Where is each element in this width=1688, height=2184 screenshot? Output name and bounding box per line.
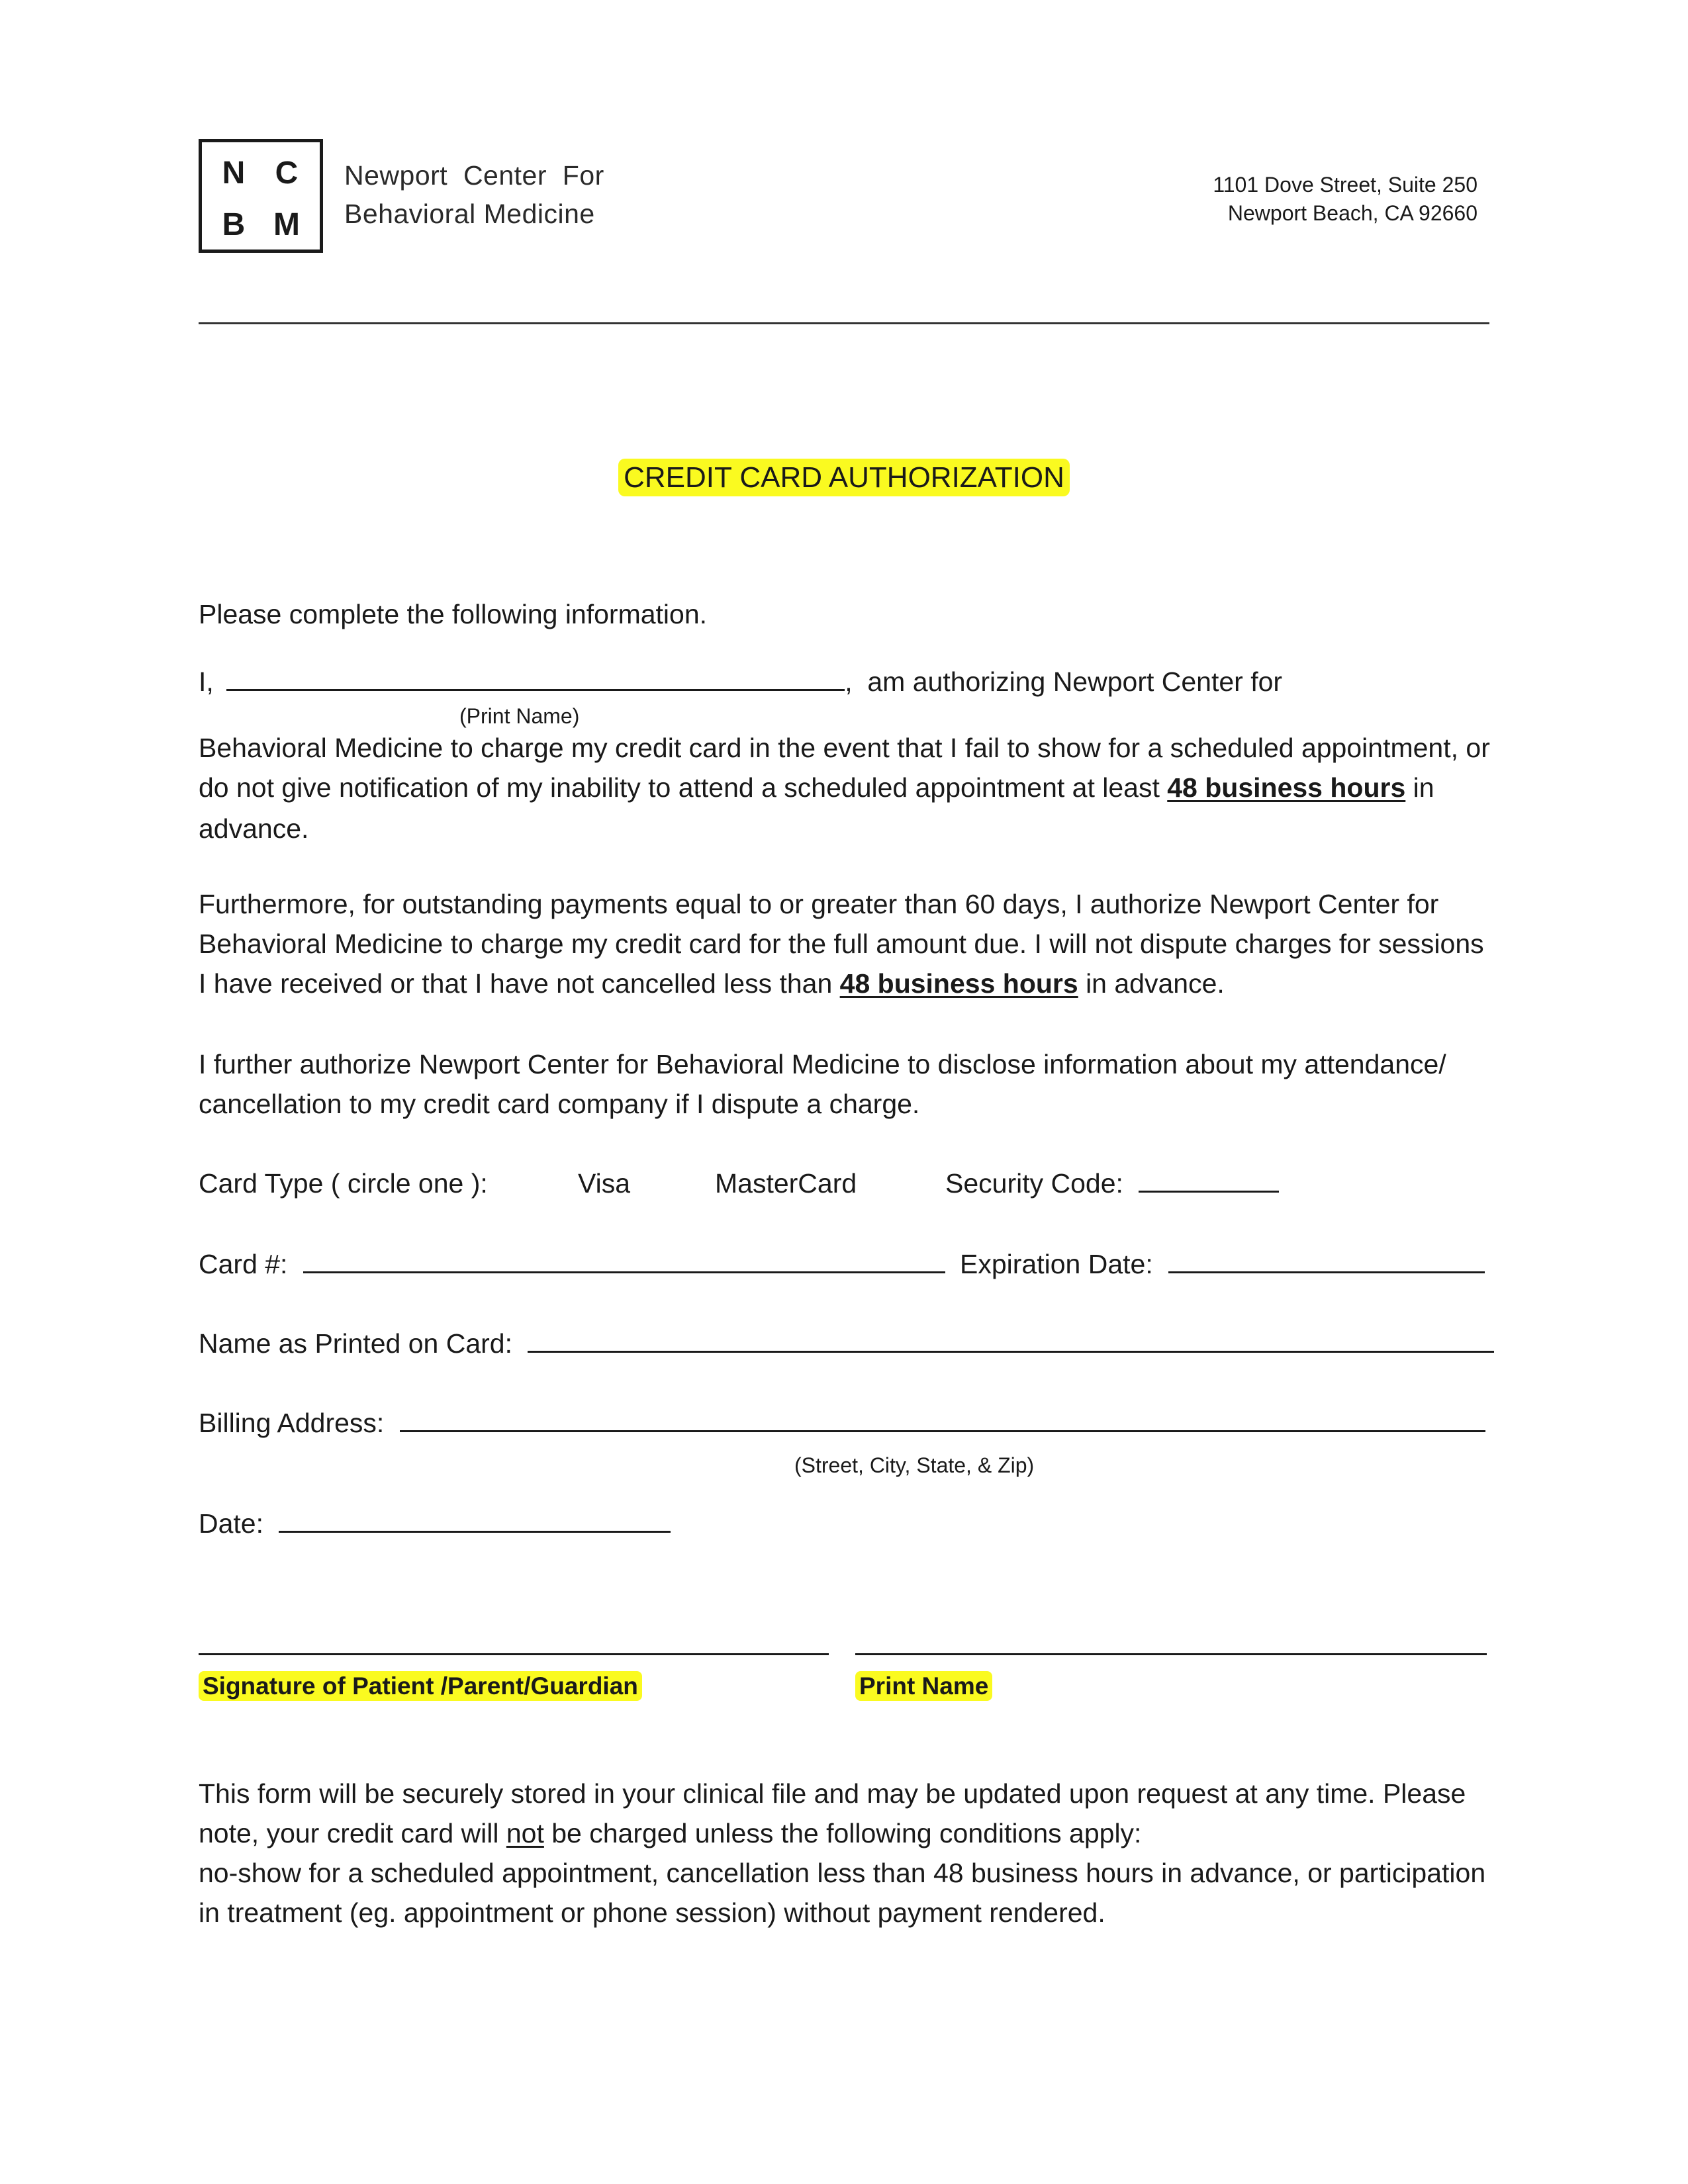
para3-line2: cancellation to my credit card company if I dispute a charge. xyxy=(199,1089,920,1119)
billing-address-label: Billing Address: xyxy=(199,1408,385,1438)
para2-line2: Behavioral Medicine to charge my credit card for the full amount due. I will not dispute charges for sessions xyxy=(199,929,1484,959)
organization-name xyxy=(344,156,604,233)
date-blank[interactable] xyxy=(279,1504,671,1533)
card-number-label: Card #: xyxy=(199,1249,288,1279)
name-on-card-row xyxy=(199,1324,1494,1363)
logo-letter-b: B xyxy=(222,207,246,242)
logo-letter-n: N xyxy=(222,156,246,191)
security-code-row xyxy=(945,1163,1279,1203)
card-option-visa[interactable]: Visa xyxy=(578,1168,631,1199)
title-wrap xyxy=(0,458,1688,498)
auth-48-hours: 48 business hours xyxy=(1167,772,1406,803)
intro-text: Please complete the following information. xyxy=(199,599,708,629)
date-row xyxy=(199,1504,671,1543)
org-name-line2: Behavioral Medicine xyxy=(344,199,595,229)
signature-line[interactable] xyxy=(199,1653,829,1655)
auth-line3-pre: do not give notification of my inability to attend a scheduled appointment at least xyxy=(199,772,1168,803)
auth-line2: Behavioral Medicine to charge my credit card in the event that I fail to show for a scheduled appointment, or xyxy=(199,733,1490,763)
signature-label-wrap xyxy=(199,1666,642,1706)
billing-address-hint: (Street, City, State, & Zip) xyxy=(794,1453,1035,1477)
footer-line2-post: be charged unless the following conditions apply: xyxy=(543,1818,1142,1848)
logo-letter-m: M xyxy=(273,207,300,242)
card-number-row xyxy=(199,1244,945,1284)
security-code-blank[interactable] xyxy=(1139,1164,1279,1193)
expiration-label: Expiration Date: xyxy=(960,1249,1153,1279)
auth-line1 xyxy=(199,662,1282,702)
para2-line3-pre: I have received or that I have not cancelled less than xyxy=(199,968,840,999)
card-type-label: Card Type ( circle one ): xyxy=(199,1168,488,1199)
billing-address-blank[interactable] xyxy=(400,1404,1485,1432)
para2-line3-post: in advance. xyxy=(1078,968,1225,999)
ncbm-logo xyxy=(199,139,323,253)
name-on-card-label: Name as Printed on Card: xyxy=(199,1328,513,1359)
auth-prefix: I, xyxy=(199,666,214,697)
address-block xyxy=(1213,171,1477,228)
auth-line3-post: in xyxy=(1405,772,1434,803)
card-option-mastercard[interactable]: MasterCard xyxy=(715,1168,857,1199)
para2-48-hours: 48 business hours xyxy=(839,968,1078,999)
auth-paragraph xyxy=(199,728,1496,848)
footer-line2 xyxy=(199,1813,1496,1853)
address-line2: Newport Beach, CA 92660 xyxy=(1227,201,1477,225)
print-name-label: Print Name xyxy=(855,1671,992,1701)
signature-label: Signature of Patient /Parent/Guardian xyxy=(199,1671,642,1701)
footer-line1: This form will be securely stored in your clinical file and may be updated upon request at any time. Please xyxy=(199,1778,1466,1809)
header-divider xyxy=(199,322,1489,324)
footer-line3: no-show for a scheduled appointment, cancellation less than 48 business hours in advance, or participation xyxy=(199,1858,1486,1888)
auth-suffix: , am authorizing Newport Center for xyxy=(845,666,1283,697)
para3-line1: I further authorize Newport Center for Behavioral Medicine to disclose information about my attendance/ xyxy=(199,1049,1446,1079)
security-code-label: Security Code: xyxy=(945,1168,1123,1199)
print-name-line[interactable] xyxy=(855,1653,1487,1655)
auth-line4: advance. xyxy=(199,813,309,844)
auth-line3 xyxy=(199,768,1496,807)
footer-not: not xyxy=(506,1818,544,1848)
print-name-hint: (Print Name) xyxy=(459,704,580,728)
billing-address-row xyxy=(199,1403,1485,1443)
disclosure-paragraph xyxy=(199,1044,1496,1124)
page-title: CREDIT CARD AUTHORIZATION xyxy=(618,459,1070,496)
footer-line4: in treatment (eg. appointment or phone session) without payment rendered. xyxy=(199,1897,1105,1928)
print-name-label-wrap xyxy=(855,1666,992,1706)
card-number-blank[interactable] xyxy=(303,1245,945,1273)
logo-letter-c: C xyxy=(275,156,299,191)
name-on-card-blank[interactable] xyxy=(528,1324,1494,1353)
para2-line3 xyxy=(199,964,1496,1003)
date-label: Date: xyxy=(199,1508,263,1539)
org-name-line1: Newport Center For xyxy=(344,160,604,191)
patient-name-blank[interactable] xyxy=(226,662,845,691)
expiration-blank[interactable] xyxy=(1168,1245,1485,1273)
expiration-row xyxy=(960,1244,1485,1284)
address-line1: 1101 Dove Street, Suite 250 xyxy=(1213,173,1477,197)
payment-paragraph xyxy=(199,884,1496,1003)
footer-line2-pre: note, your credit card will xyxy=(199,1818,506,1848)
para2-line1: Furthermore, for outstanding payments equal to or greater than 60 days, I authorize Newport Center for xyxy=(199,889,1439,919)
footer-paragraph xyxy=(199,1774,1496,1933)
